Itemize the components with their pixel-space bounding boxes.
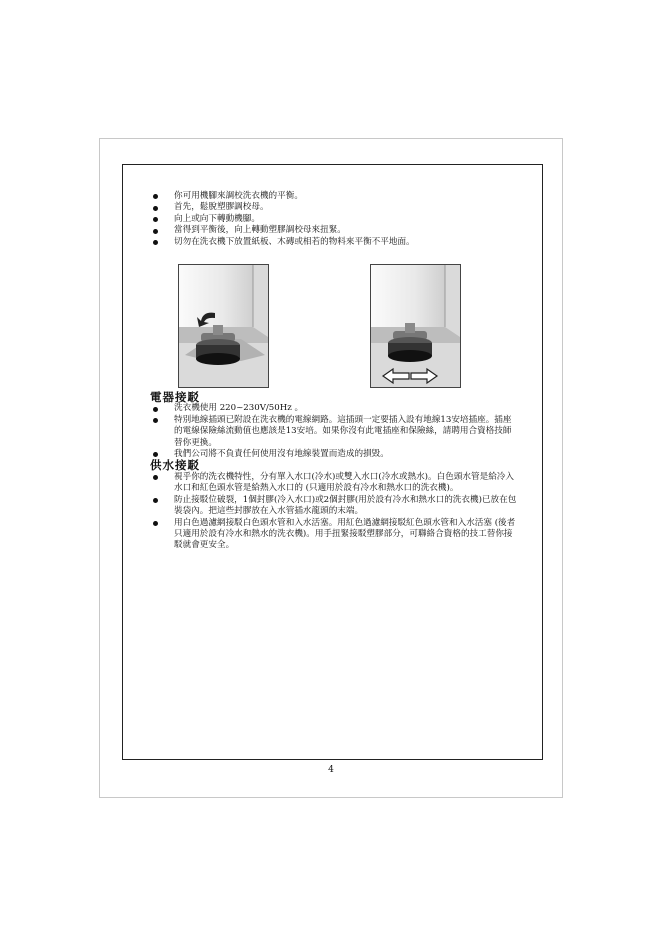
electrical-connection-list [150, 403, 520, 460]
list-item [150, 237, 520, 248]
list-item-text: 當得到平衡後，向上轉動塑膠調校母來扭緊。 [174, 225, 346, 236]
washer-foot-illustration [371, 265, 460, 387]
list-item-text: 首先，鬆脫塑膠調校母。 [174, 202, 269, 213]
list-item [150, 518, 520, 552]
list-item [150, 225, 520, 236]
list-item [150, 449, 520, 460]
page-number: 4 [328, 765, 334, 775]
list-item-text: 向上或向下轉動機腳。 [174, 213, 260, 224]
list-item [150, 191, 520, 202]
list-item-text: 洗衣機使用 220~230V/50Hz 。 [174, 403, 304, 414]
list-item-text: 你可用機腳來調校洗衣機的平衡。 [174, 191, 303, 201]
washer-foot-illustration [179, 265, 268, 387]
list-item [150, 495, 520, 518]
list-item-text: 用白色過濾網接駁白色頭水管和入水活塞。用紅色過濾網接駁紅色頭水管和入水活塞 (後者只適用於設有冷水和熱水的洗衣機)。用手扭緊接駁塑膠部分，可聯絡合資格的技工替你接駁就會更安全。 [174, 517, 516, 551]
list-item-text: 我們公司將不負責任何使用沒有地線裝置而造成的損毀。 [174, 449, 389, 460]
list-item-text: 防止接駁位破裂，1個封膠(冷入水口)或2個封膠(用於設有冷水和熱水口的洗衣機)已放在包裝袋內。把這些封膠放在入水管插水龍頭的末端。 [174, 494, 517, 517]
water-connection-list [150, 472, 520, 552]
section-title-electrical: 電器接駁 [150, 390, 200, 405]
list-item [150, 214, 520, 225]
leveling-instructions-list [150, 191, 520, 248]
bullet-icon [153, 452, 158, 457]
bullet-icon [153, 498, 158, 503]
list-item-text: 切勿在洗衣機下放置紙板、木磚或相若的物料來平衡不平地面。 [174, 236, 415, 247]
list-item [150, 403, 520, 414]
bullet-icon [153, 206, 158, 211]
bullet-icon [153, 194, 158, 199]
bullet-icon [153, 521, 158, 526]
figure-loosen-lock-nut [178, 264, 269, 388]
bullet-icon [153, 217, 158, 222]
leveling-figures [150, 264, 520, 392]
list-item [150, 415, 520, 449]
bullet-icon [153, 229, 158, 234]
section-title-water-supply: 供水接駁 [150, 458, 200, 473]
list-item-text: 特別地線插頭已附設在洗衣機的電線網路。這插頭一定要插入設有地線13安培插座。插座的電線保險絲流動值也應該是13安培。如果你沒有此電插座和保險絲，請聘用合資格技師替你更換。 [174, 414, 512, 448]
page-content [150, 191, 520, 552]
bullet-icon [153, 407, 158, 412]
list-item [150, 202, 520, 213]
list-item-text: 視乎你的洗衣機特性，分有單入水口(冷水)或雙入水口(冷水或熱水)。白色頭水管是給冷入水口和紅色頭水管是給熱入水口的 (只適用於設有冷水和熱水口的洗衣機)。 [174, 471, 514, 494]
list-item [150, 472, 520, 495]
bullet-icon [153, 475, 158, 480]
figure-turn-foot [370, 264, 461, 388]
bullet-icon [153, 240, 158, 245]
bullet-icon [153, 418, 158, 423]
